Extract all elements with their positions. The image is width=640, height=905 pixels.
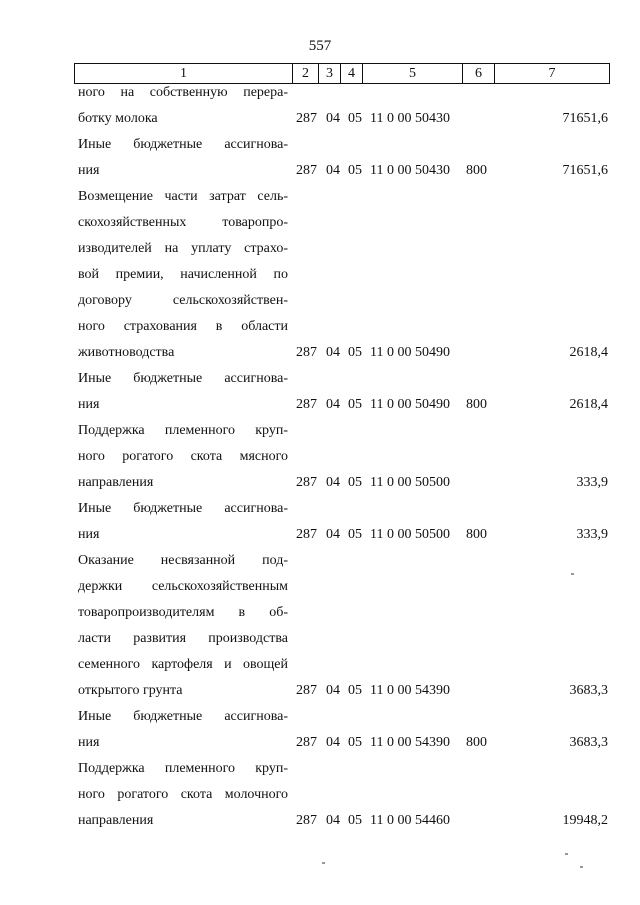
entry-c4: 05 xyxy=(348,527,362,542)
entry-c2: 287 xyxy=(296,397,317,412)
entry-c2: 287 xyxy=(296,111,317,126)
entry-c5: 11 0 00 54460 xyxy=(370,813,450,828)
entry-text-line: Оказание несвязанной под- xyxy=(78,553,288,568)
entry-text-line: ного на собственную перера- xyxy=(78,85,288,100)
entry-text-line: животноводства xyxy=(78,345,175,360)
entry-text-line: Иные бюджетные ассигнова- xyxy=(78,709,288,724)
entry-c5: 11 0 00 54390 xyxy=(370,735,450,750)
entry-c4: 05 xyxy=(348,683,362,698)
entry-text-line: товаропроизводителям в об- xyxy=(78,605,288,620)
entry-c3: 04 xyxy=(326,111,340,126)
entry-c3: 04 xyxy=(326,735,340,750)
entry-text-line: направления xyxy=(78,813,154,828)
entry-c5: 11 0 00 50500 xyxy=(370,527,450,542)
entry-amount: 2618,4 xyxy=(569,397,608,412)
entry-c3: 04 xyxy=(326,683,340,698)
entry-c3: 04 xyxy=(326,345,340,360)
entry-c2: 287 xyxy=(296,345,317,360)
entry-c5: 11 0 00 50490 xyxy=(370,397,450,412)
entry-c4: 05 xyxy=(348,813,362,828)
entry-amount: 71651,6 xyxy=(562,163,608,178)
entry-c5: 11 0 00 50500 xyxy=(370,475,450,490)
entry-c2: 287 xyxy=(296,813,317,828)
entry-c2: 287 xyxy=(296,683,317,698)
entry-c4: 05 xyxy=(348,163,362,178)
entry-amount: 19948,2 xyxy=(562,813,608,828)
entry-text-line: изводителей на уплату страхо- xyxy=(78,241,288,256)
entry-amount: 3683,3 xyxy=(569,683,608,698)
entry-text-line: направления xyxy=(78,475,154,490)
entry-c6: 800 xyxy=(466,397,487,412)
entry-text-line: ласти развития производства xyxy=(78,631,288,646)
entry-c4: 05 xyxy=(348,111,362,126)
scan-speck xyxy=(322,862,325,864)
header-col-5: 5 xyxy=(363,64,463,83)
entry-c2: 287 xyxy=(296,163,317,178)
entry-text-line: Иные бюджетные ассигнова- xyxy=(78,137,288,152)
header-col-6: 6 xyxy=(463,64,495,83)
entry-text-line: ния xyxy=(78,397,100,412)
scan-speck xyxy=(580,866,583,868)
entry-text-line: ного рогатого скота молочного xyxy=(78,787,288,802)
entry-c2: 287 xyxy=(296,475,317,490)
entry-c2: 287 xyxy=(296,527,317,542)
entry-c5: 11 0 00 50490 xyxy=(370,345,450,360)
entry-c4: 05 xyxy=(348,735,362,750)
entry-c6: 800 xyxy=(466,735,487,750)
entry-c5: 11 0 00 54390 xyxy=(370,683,450,698)
entry-c3: 04 xyxy=(326,475,340,490)
header-col-3: 3 xyxy=(319,64,341,83)
entry-text-line: открытого грунта xyxy=(78,683,183,698)
entry-c6: 800 xyxy=(466,163,487,178)
header-col-2: 2 xyxy=(293,64,319,83)
entry-c4: 05 xyxy=(348,345,362,360)
entry-c4: 05 xyxy=(348,475,362,490)
entry-c2: 287 xyxy=(296,735,317,750)
header-col-1: 1 xyxy=(75,64,293,83)
entry-text-line: ния xyxy=(78,735,100,750)
entry-text-line: ного страхования в области xyxy=(78,319,288,334)
entry-amount: 3683,3 xyxy=(569,735,608,750)
entry-c4: 05 xyxy=(348,397,362,412)
entry-text-line: Иные бюджетные ассигнова- xyxy=(78,501,288,516)
header-col-4: 4 xyxy=(341,64,363,83)
entry-text-line: скохозяйственных товаропро- xyxy=(78,215,288,230)
entry-amount: 333,9 xyxy=(576,527,608,542)
entry-c5: 11 0 00 50430 xyxy=(370,111,450,126)
entry-text-line: вой премии, начисленной по xyxy=(78,267,288,282)
entry-text-line: семенного картофеля и овощей xyxy=(78,657,288,672)
entry-amount: 71651,6 xyxy=(562,111,608,126)
entry-amount: 2618,4 xyxy=(569,345,608,360)
entry-text-line: ния xyxy=(78,163,100,178)
entry-text-line: договору сельскохозяйствен- xyxy=(78,293,288,308)
page-number: 557 xyxy=(308,38,332,54)
entry-c3: 04 xyxy=(326,527,340,542)
entry-c3: 04 xyxy=(326,397,340,412)
entry-amount: 333,9 xyxy=(576,475,608,490)
entry-text-line: Иные бюджетные ассигнова- xyxy=(78,371,288,386)
entry-text-line: ботку молока xyxy=(78,111,158,126)
entry-text-line: Поддержка племенного круп- xyxy=(78,423,288,438)
entry-c3: 04 xyxy=(326,163,340,178)
entry-text-line: ного рогатого скота мясного xyxy=(78,449,288,464)
header-col-7: 7 xyxy=(548,66,556,81)
entry-c6: 800 xyxy=(466,527,487,542)
entry-c3: 04 xyxy=(326,813,340,828)
entry-text-line: держки сельскохозяйственным xyxy=(78,579,288,594)
scan-speck xyxy=(571,573,574,575)
entry-text-line: Поддержка племенного круп- xyxy=(78,761,288,776)
scan-speck xyxy=(565,853,568,855)
entry-text-line: ния xyxy=(78,527,100,542)
entry-c5: 11 0 00 50430 xyxy=(370,163,450,178)
entry-text-line: Возмещение части затрат сель- xyxy=(78,189,288,204)
